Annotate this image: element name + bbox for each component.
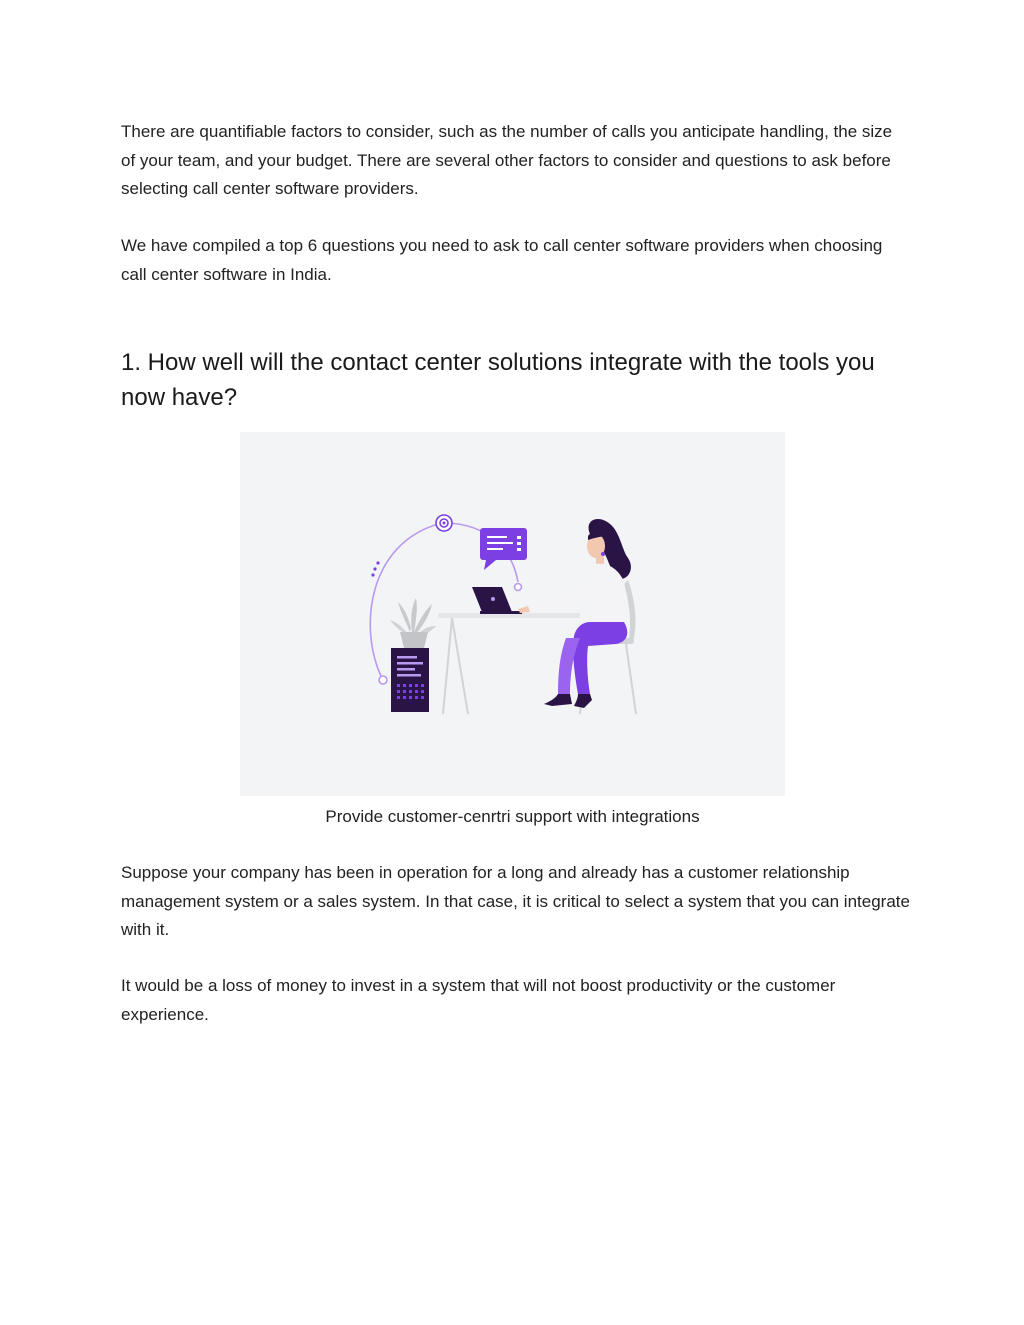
arc-end-dot-right	[515, 584, 522, 591]
chat-bubble-icon	[480, 528, 527, 570]
paragraph-loss-of-money: It would be a loss of money to invest in a system that will not boost productivity or the customer experience.	[121, 976, 836, 1024]
laptop-icon	[472, 587, 522, 614]
paragraph-integration-crm: Suppose your company has been in operation for a long and already has a customer relationship management system or a sales system. In that case, it is critical to select a system that you can integrate with it.	[121, 863, 910, 939]
plant-icon	[390, 598, 436, 648]
gear-icon	[436, 515, 452, 531]
server-device-icon	[391, 648, 429, 712]
section-heading: 1. How well will the contact center solutions integrate with the tools you now have?	[121, 349, 875, 411]
integration-illustration	[240, 432, 785, 796]
figure-caption: Provide customer-cenrtri support with integrations	[325, 807, 700, 826]
paragraph-intro-factors: There are quantifiable factors to consider, such as the number of calls you anticipate handling, the size of your team, and your budget. There are several other factors to consider and questions to ask before selecting call center software providers.	[121, 122, 893, 198]
illustration-svg	[240, 432, 785, 796]
arc-end-dot	[379, 676, 387, 684]
paragraph-intro-compiled: We have compiled a top 6 questions you need to ask to call center software providers when choosing call center software in India.	[121, 236, 883, 284]
